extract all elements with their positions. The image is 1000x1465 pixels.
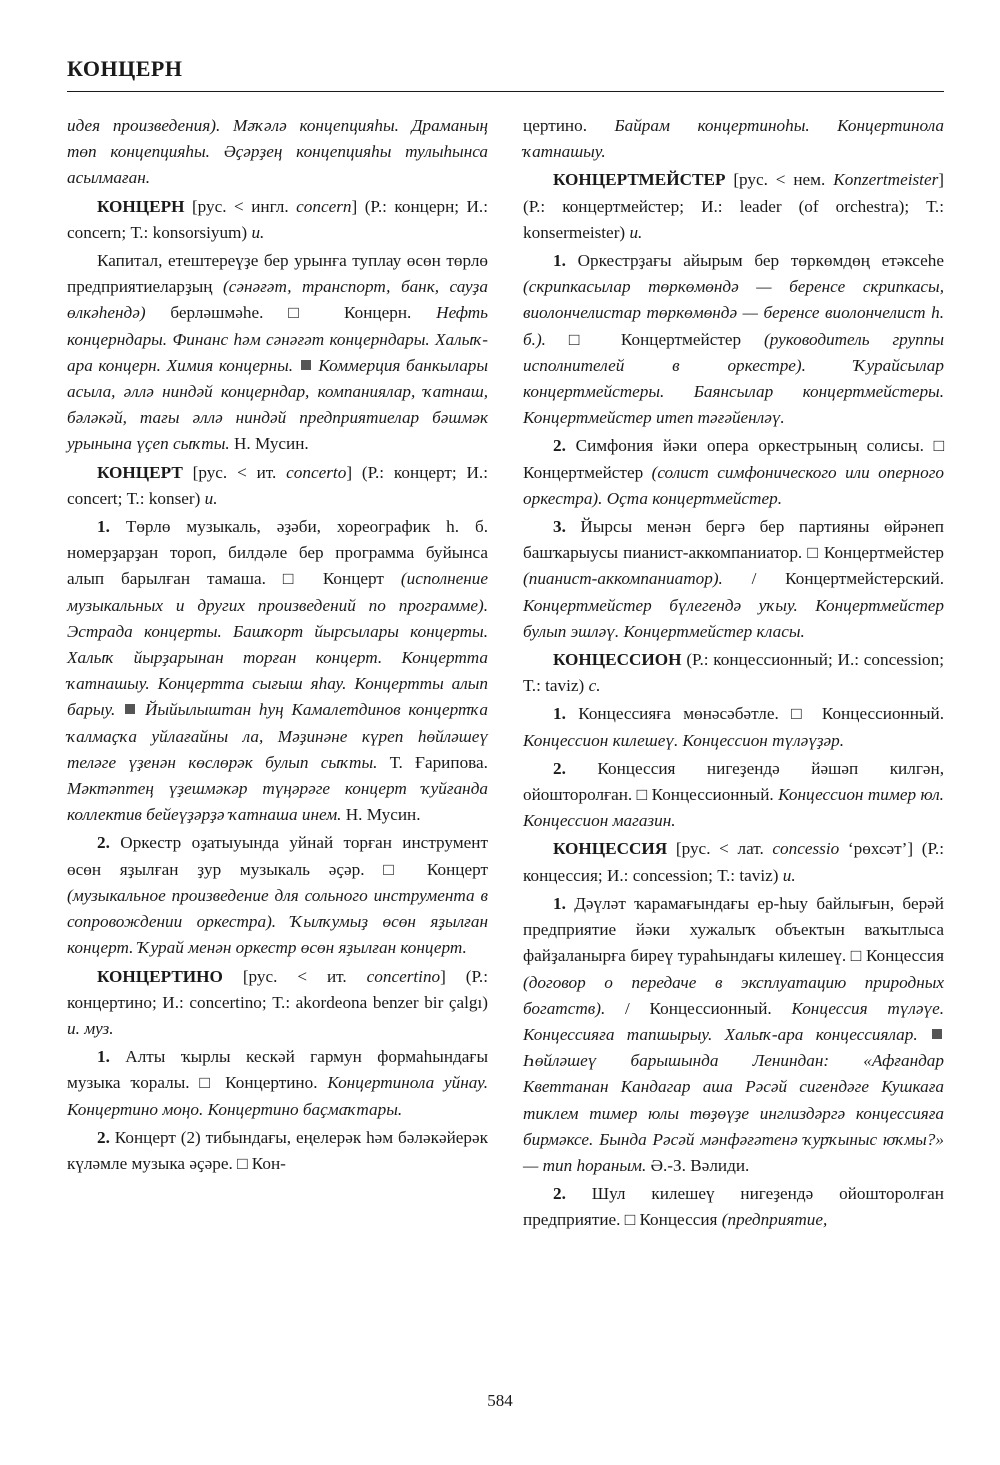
right-column-paragraph: 2. Симфония йәки опера оркестрының солисы. □ Концертмейстер (солист симфонического или оперного оркестра). Оҫта концертмейстер. xyxy=(523,436,945,508)
left-column-paragraph: КОНЦЕРТИНО [рус. < ит. concertino] (Р.: концертино; И.: concertino; Т.: akordeona benzer bir çalgı) и. муз. xyxy=(67,966,488,1038)
left-column-paragraph: 1. Алты ҡырлы кескәй гармун формаһындағы музыка ҡоралы. □ Концертино. Концертинола уйнау. Концертино моңо. Концертино баҫмаҡтары. xyxy=(67,1047,488,1119)
right-column xyxy=(523,113,944,1234)
right-column-paragraph: 1. Концессияға мөнәсәбәтле. □ Концессионный. Концессион килешеү. Концессион түләүҙәр. xyxy=(523,704,944,750)
left-column-paragraph: Капитал, етештереүҙе бер урынға туплау өсөн төрлө предприятиеларҙың (сәнәғәт, транспорт, банк, сауҙа өлкәһендә) берләшмәһе. □ Концерн. Нефть концерндары. Финанс һәм сәнәғәт концерндары. Халыҡ-ара концерн. Химия концерны. Коммерция банкылары асыла, әллә ниндәй концерндар, компаниялар, ҡатнаш, бәләкәй, тағы әллә ниндәй предприятиелар бәшмәк урынына үҫеп сыҡты. Н. Мусин. xyxy=(67,251,489,454)
left-column-paragraph: 1. Төрлө музыкаль, әҙәби, хореографик һ. б. номерҙарҙан тороп, билдәле бер программа буйынса алып барылған тамаша. □ Концерт (исполнение музыкальных и других произведений по программе). Эстрада концерты. Башҡорт йырсылары концерты. Халыҡ йырҙарынан торған концерт. Концертта ҡатнашыу. Концертта сығыш яһау. Концертты алып барыу. Йыйылыштан һуң Камалетдинов концертҡа ҡалмаҫҡа уйлағайны ла, Мәҙинәне күреп һөйләшеү теләге үҙенән көслөрәк булып сыҡты. Т. Ғарипова. Мәктәптең үҙешмәкәр түңәрәге концерт ҡуйғанда коллектив бейеүҙәрҙә ҡатнаша инем. Н. Мусин. xyxy=(67,517,489,825)
right-column-paragraph: КОНЦЕССИОН (Р.: концессионный; И.: concession; Т.: taviz) с. xyxy=(523,650,944,696)
right-column-paragraph: 2. Концессия нигеҙендә йәшәп килгән, ойошторолған. □ Концессионный. Концессион тимер юл. Концессион магазин. xyxy=(523,758,944,831)
right-column-paragraph: 1. Дәүләт ҡарамағындағы ер-һыу байлығын, берәй предприятие йәки хужалыҡ объектын ваҡытлыса файҙаланырға биреү тураһындағы килешеү. □ Концессия (договор о передаче в эксплуатацию природных богатств). / Концессионный. Концессия түләүе. Концессияға тапшырыу. Халыҡ-ара концессиялар. Һөйләшеү барышында Лениндан: «Афғандар Кветтанан Кандагар аша Рәсәй сигендәге Кушкаға тиклем тимер юлы төҙөүҙе инглиздәргә концессияға бирмәксе. Бында Рәсәй мәнфәғәтенә ҡурҡыныс юҡмы?» — тип һораным. Ә.-З. Вәлиди. xyxy=(523,893,945,1175)
left-column xyxy=(67,113,488,1177)
right-column-paragraph: КОНЦЕРТМЕЙСТЕР [рус. < нем. Konzertmeister] (Р.: концертмейстер; И.: leader (of orchestra); Т.: konsermeister) и. xyxy=(523,170,944,242)
left-column-paragraph: КОНЦЕРН [рус. < ингл. concern] (Р.: концерн; И.: concern; Т.: konsorsiyum) и. xyxy=(67,196,489,242)
right-column-paragraph: КОНЦЕССИЯ [рус. < лат. concessio ‘рөхсәт’] (Р.: концессия; И.: concession; Т.: taviz) и. xyxy=(523,839,944,885)
header-rule xyxy=(67,91,944,92)
right-column-paragraph: 1. Оркестрҙағы айырым бер төркөмдөң етәксеһе (скрипкасылар төркөмөндә — беренсе скрипкасы, виолончелистар төркөмөндә — беренсе виолончелист һ. б.). □ Концертмейстер (руководитель группы исполнителей в оркестре). Ҡурайсылар концертмейстеры. Баянсылар концертмейстеры. Концертмейстер итеп тәғәйенләү. xyxy=(523,251,945,428)
right-column-paragraph: цертино. Байрам концертиноһы. Концертинола ҡатнашыу. xyxy=(523,116,944,162)
left-column-paragraph: КОНЦЕРТ [рус. < ит. concerto] (Р.: концерт; И.: concert; Т.: konser) и. xyxy=(67,462,488,508)
left-column-paragraph: 2. Оркестр оҙатыуында уйнай торған инструмент өсөн яҙылған ҙур музыкаль әҫәр. □ Концерт (музыкальное произведение для сольного инструмента в сопровождении оркестра). Ҡылҡумыҙ өсөн яҙылған концерт. Ҡурай менән оркестр өсөн яҙылған концерт. xyxy=(67,833,488,958)
running-head: КОНЦЕРН xyxy=(67,56,183,81)
right-column-paragraph: 2. Шул килешеү нигеҙендә ойошторолған предприятие. □ Концессия (предприятие, xyxy=(523,1184,944,1230)
left-column-paragraph: идея произведения). Мәҡәлә концепцияһы. Драманың төп концепцияһы. Әҫәрҙең концепцияһы тулыһынса асылмаған. xyxy=(67,116,488,188)
page-number: 584 xyxy=(487,1391,513,1410)
left-column-paragraph: 2. Концерт (2) тибындағы, еңелерәк һәм бәләкәйерәк күләмле музыка әҫәре. □ Кон- xyxy=(67,1127,488,1173)
right-column-paragraph: 3. Йырсы менән бергә бер партияны өйрәнеп башҡарыусы пианист-аккомпаниатор. □ Концертмейстер (пианист-аккомпаниатор). / Концертмейстерский. Концертмейстер бүлегендә уҡыу. Концертмейстер булып эшләү. Концертмейстер класы. xyxy=(523,517,945,641)
